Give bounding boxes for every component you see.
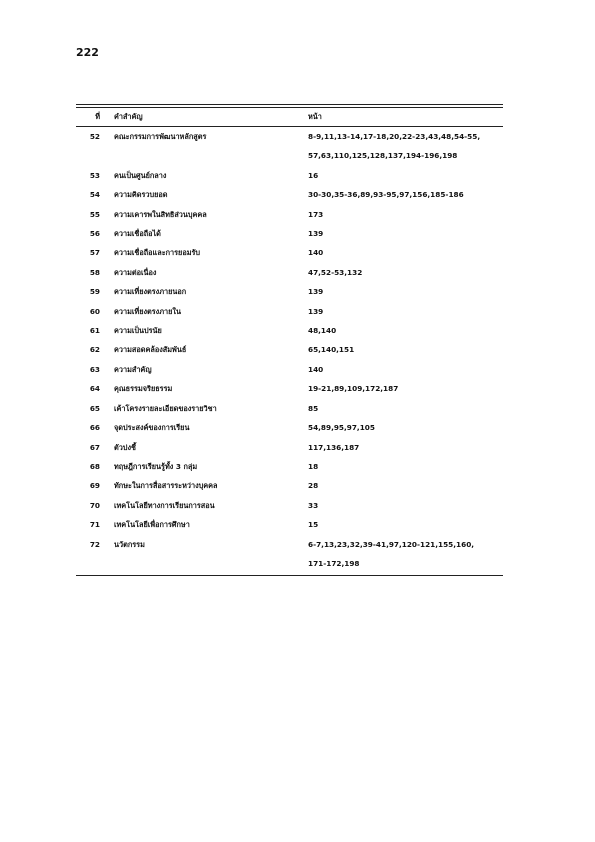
index-table xyxy=(76,104,503,576)
table-row xyxy=(76,535,503,574)
row-main-line xyxy=(76,282,503,301)
row-main-line xyxy=(76,263,503,282)
table-row xyxy=(76,418,503,437)
row-term: คณะกรรมการพัฒนาหลักสูตร xyxy=(114,132,207,141)
row-continuation-line xyxy=(76,554,503,573)
row-main-line xyxy=(76,166,503,185)
row-term: นวัตกรรม xyxy=(114,539,145,549)
row-main-line xyxy=(76,205,503,224)
row-main-line xyxy=(76,535,503,554)
table-row xyxy=(76,205,503,224)
row-term xyxy=(114,146,308,165)
row-number: 58 xyxy=(89,267,100,277)
table-row xyxy=(76,399,503,418)
row-main-line xyxy=(76,476,503,495)
row-main-line xyxy=(76,515,503,534)
table-bottom-rule xyxy=(76,575,503,576)
row-term: ความเคารพในสิทธิส่วนบุคคล xyxy=(114,209,207,219)
table-row xyxy=(76,360,503,379)
table-body xyxy=(76,127,503,573)
row-pages: 139 xyxy=(308,287,324,297)
table-row xyxy=(76,127,503,166)
row-term: ทักษะในการสื่อสารระหว่างบุคคล xyxy=(114,481,218,491)
row-number: 54 xyxy=(89,190,100,200)
row-number: 71 xyxy=(89,520,100,530)
row-number: 63 xyxy=(89,364,100,374)
row-main-line xyxy=(76,399,503,418)
row-number: 64 xyxy=(89,384,100,394)
row-term: ความเชื่อถือและการยอมรับ xyxy=(114,248,201,258)
row-pages: 85 xyxy=(308,403,319,413)
row-term: เทคโนโลยีทางการเรียนการสอน xyxy=(114,500,215,510)
header-term: คำสำคัญ xyxy=(114,112,143,121)
table-row xyxy=(76,457,503,476)
row-pages: 140 xyxy=(308,248,324,258)
row-term: ความเที่ยงตรงภายใน xyxy=(114,306,181,316)
row-term: คุณธรรมจริยธรรม xyxy=(114,384,173,394)
row-pages: 54,89,95,97,105 xyxy=(308,423,375,433)
table-row xyxy=(76,379,503,398)
page-number: 222 xyxy=(76,46,99,59)
row-term xyxy=(114,554,308,573)
row-term: ความต่อเนื่อง xyxy=(114,267,157,277)
row-pages: 57,63,110,125,128,137,194-196,198 xyxy=(308,151,458,161)
row-main-line xyxy=(76,243,503,262)
table-row xyxy=(76,438,503,457)
row-pages: 33 xyxy=(308,500,319,510)
table-header xyxy=(76,108,503,126)
row-main-line xyxy=(76,418,503,437)
header-pages: หน้า xyxy=(308,112,322,121)
row-term: ความเที่ยงตรงภายนอก xyxy=(114,287,187,297)
row-main-line xyxy=(76,457,503,476)
row-number: 66 xyxy=(89,423,100,433)
row-main-line xyxy=(76,127,503,146)
row-number: 60 xyxy=(89,306,100,316)
row-term: ความเป็นปรนัย xyxy=(114,326,162,336)
row-term: ความคิดรวบยอด xyxy=(114,190,168,200)
row-term: ความสอดคล้องสัมพันธ์ xyxy=(114,345,187,355)
row-number: 70 xyxy=(89,500,100,510)
row-main-line xyxy=(76,379,503,398)
row-main-line xyxy=(76,302,503,321)
row-term: จุดประสงค์ของการเรียน xyxy=(114,423,190,433)
row-term: ทฤษฎีการเรียนรู้ทั้ง 3 กลุ่ม xyxy=(114,461,198,471)
header-no: ที่ xyxy=(95,112,100,121)
row-number: 52 xyxy=(89,132,100,141)
row-main-line xyxy=(76,360,503,379)
table-row xyxy=(76,321,503,340)
row-main-line xyxy=(76,321,503,340)
row-number: 59 xyxy=(89,287,100,297)
row-pages: 65,140,151 xyxy=(308,345,355,355)
row-pages: 30-30,35-36,89,93-95,97,156,185-186 xyxy=(308,190,464,200)
table-row xyxy=(76,282,503,301)
row-number: 69 xyxy=(89,481,100,491)
row-pages: 18 xyxy=(308,461,319,471)
row-pages: 140 xyxy=(308,364,324,374)
row-number: 57 xyxy=(89,248,100,258)
row-pages: 173 xyxy=(308,209,324,219)
table-row xyxy=(76,496,503,515)
table-row xyxy=(76,340,503,359)
row-pages: 19-21,89,109,172,187 xyxy=(308,384,399,394)
row-pages: 15 xyxy=(308,520,319,530)
row-pages: 28 xyxy=(308,481,319,491)
row-main-line xyxy=(76,438,503,457)
row-continuation-line xyxy=(76,146,503,165)
row-number: 68 xyxy=(89,461,100,471)
table-row xyxy=(76,166,503,185)
row-number: 62 xyxy=(89,345,100,355)
row-main-line xyxy=(76,340,503,359)
table-row xyxy=(76,224,503,243)
row-pages: 47,52-53,132 xyxy=(308,267,363,277)
row-number: 55 xyxy=(89,209,100,219)
row-number: 65 xyxy=(89,403,100,413)
row-number xyxy=(76,146,114,165)
row-number: 67 xyxy=(89,442,100,452)
table-row xyxy=(76,302,503,321)
table-row xyxy=(76,515,503,534)
table-row xyxy=(76,263,503,282)
row-term: ความสำคัญ xyxy=(114,364,152,374)
row-number: 56 xyxy=(89,229,100,239)
row-term: คนเป็นศูนย์กลาง xyxy=(114,170,167,180)
row-main-line xyxy=(76,224,503,243)
row-pages: 16 xyxy=(308,170,319,180)
row-pages: 139 xyxy=(308,229,324,239)
row-number xyxy=(76,554,114,573)
row-number: 61 xyxy=(89,326,100,336)
table-row xyxy=(76,243,503,262)
row-number: 72 xyxy=(89,539,100,549)
row-main-line xyxy=(76,496,503,515)
row-pages: 48,140 xyxy=(308,326,337,336)
table-row xyxy=(76,476,503,495)
row-term: ตัวบ่งชี้ xyxy=(114,442,136,452)
row-pages: 139 xyxy=(308,306,324,316)
row-pages: 171-172,198 xyxy=(308,558,360,568)
row-term: เทคโนโลยีเพื่อการศึกษา xyxy=(114,520,190,530)
row-pages: 8-9,11,13-14,17-18,20,22-23,43,48,54-55, xyxy=(308,132,481,141)
row-pages: 6-7,13,23,32,39-41,97,120-121,155,160, xyxy=(308,539,475,549)
row-number: 53 xyxy=(89,170,100,180)
row-term: ความเชื่อถือได้ xyxy=(114,229,161,239)
table-row xyxy=(76,185,503,204)
row-term: เค้าโครงรายละเอียดของรายวิชา xyxy=(114,403,217,413)
row-main-line xyxy=(76,185,503,204)
row-pages: 117,136,187 xyxy=(308,442,360,452)
